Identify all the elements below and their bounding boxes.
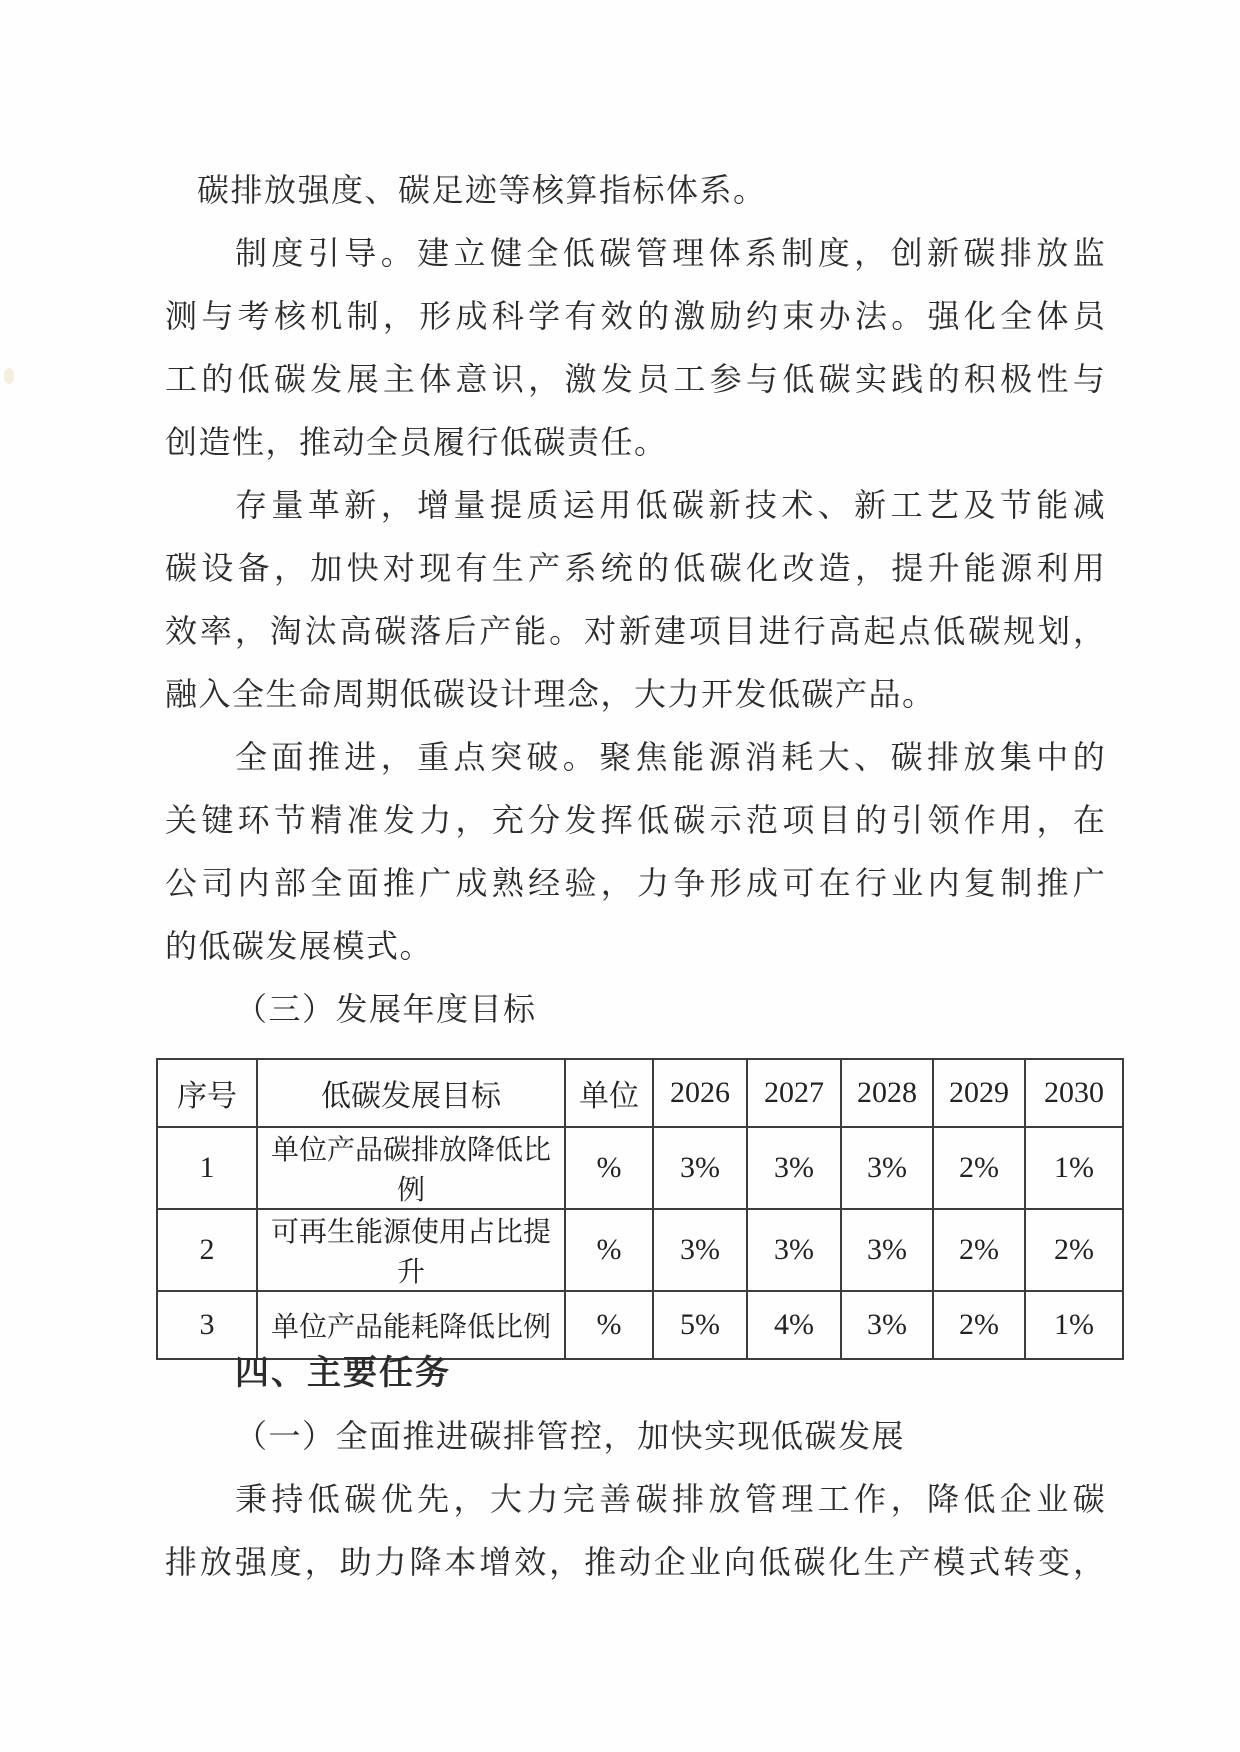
body-text-block-1 [165, 159, 1105, 1041]
text-line: 公 司 内 部 全 面 推 广 成 熟 经 验 ， 力 争 形 成 可 在 行 业 内 复 制 推 广 [165, 865, 1105, 901]
text-line: （三）发展年度目标 [235, 991, 537, 1027]
section-heading: 四、主要任务 [235, 1354, 451, 1392]
table-header-cell: 2026 [653, 1059, 747, 1127]
table-cell: 2% [933, 1209, 1025, 1291]
table-header-cell: 序号 [157, 1059, 257, 1127]
text-line: 制 度 引 导 。 建 立 健 全 低 碳 管 理 体 系 制 度 ， 创 新 碳 排 放 监 [235, 235, 1105, 271]
table-cell: % [565, 1209, 653, 1291]
text-line: 创造性，推动全员履行低碳责任。 [165, 424, 668, 460]
text-line: 的低碳发展模式。 [165, 928, 434, 964]
text-line: 秉 持 低 碳 优 先 ， 大 力 完 善 碳 排 放 管 理 工 作 ， 降 低 企 业 碳 [235, 1481, 1105, 1517]
annual-goals-table [156, 1058, 1124, 1360]
text-line: 测 与 考 核 机 制 ， 形 成 科 学 有 效 的 激 励 约 束 办 法 。 强 化 全 体 员 [165, 298, 1105, 334]
table-cell: 1% [1025, 1291, 1123, 1359]
table-cell: 3% [653, 1127, 747, 1209]
text-line: 效 率 ， 淘 汰 高 碳 落 后 产 能 。 对 新 建 项 目 进 行 高 起 点 低 碳 规 划 ， [165, 613, 1105, 649]
table-cell: 1% [1025, 1127, 1123, 1209]
table-header-cell: 低碳发展目标 [257, 1059, 565, 1127]
table-cell: 3% [841, 1291, 933, 1359]
table-cell: 3 [157, 1291, 257, 1359]
table-header-cell: 2027 [747, 1059, 841, 1127]
table-cell: 3% [653, 1209, 747, 1291]
table-cell: 2% [1025, 1209, 1123, 1291]
table-cell: 4% [747, 1291, 841, 1359]
table-cell: 3% [747, 1209, 841, 1291]
table-cell: 2% [933, 1127, 1025, 1209]
text-line: 碳排放强度、碳足迹等核算指标体系。 [197, 172, 767, 208]
body-text-block-2 [165, 1342, 1105, 1594]
text-line: 存 量 革 新 ， 增 量 提 质 运 用 低 碳 新 技 术 、 新 工 艺 及 节 能 减 [235, 487, 1105, 523]
text-line: （一）全面推进碳排管控，加快实现低碳发展 [235, 1418, 906, 1454]
table-cell: 单位产品碳排放降低比例 [257, 1127, 565, 1209]
text-line: 融入全生命周期低碳设计理念，大力开发低碳产品。 [165, 676, 936, 712]
table-header-row [157, 1059, 1123, 1127]
table-header-cell: 2030 [1025, 1059, 1123, 1127]
text-line: 全 面 推 进 ， 重 点 突 破 。 聚 焦 能 源 消 耗 大 、 碳 排 放 集 中 的 [235, 739, 1105, 775]
table-cell: % [565, 1291, 653, 1359]
table-cell: 5% [653, 1291, 747, 1359]
table-cell: 2 [157, 1209, 257, 1291]
table-header-cell: 单位 [565, 1059, 653, 1127]
table-header-cell: 2029 [933, 1059, 1025, 1127]
table-cell: % [565, 1127, 653, 1209]
table-row [157, 1209, 1123, 1291]
text-line: 碳 设 备 ， 加 快 对 现 有 生 产 系 统 的 低 碳 化 改 造 ， 提 升 能 源 利 用 [165, 550, 1105, 586]
table-cell: 1 [157, 1127, 257, 1209]
table-cell: 3% [747, 1127, 841, 1209]
table-header-cell: 2028 [841, 1059, 933, 1127]
text-line: 关 键 环 节 精 准 发 力 ， 充 分 发 挥 低 碳 示 范 项 目 的 引 领 作 用 ， 在 [165, 802, 1105, 838]
scan-artifact [4, 368, 14, 384]
table-row [157, 1127, 1123, 1209]
table-cell: 单位产品能耗降低比例 [257, 1291, 565, 1359]
table-cell: 可再生能源使用占比提升 [257, 1209, 565, 1291]
text-line: 排 放 强 度 ， 助 力 降 本 增 效 ， 推 动 企 业 向 低 碳 化 生 产 模 式 转 变 ， [165, 1544, 1105, 1580]
text-line: 工 的 低 碳 发 展 主 体 意 识 ， 激 发 员 工 参 与 低 碳 实 践 的 积 极 性 与 [165, 361, 1105, 397]
table-cell: 3% [841, 1209, 933, 1291]
table-cell: 2% [933, 1291, 1025, 1359]
table-cell: 3% [841, 1127, 933, 1209]
